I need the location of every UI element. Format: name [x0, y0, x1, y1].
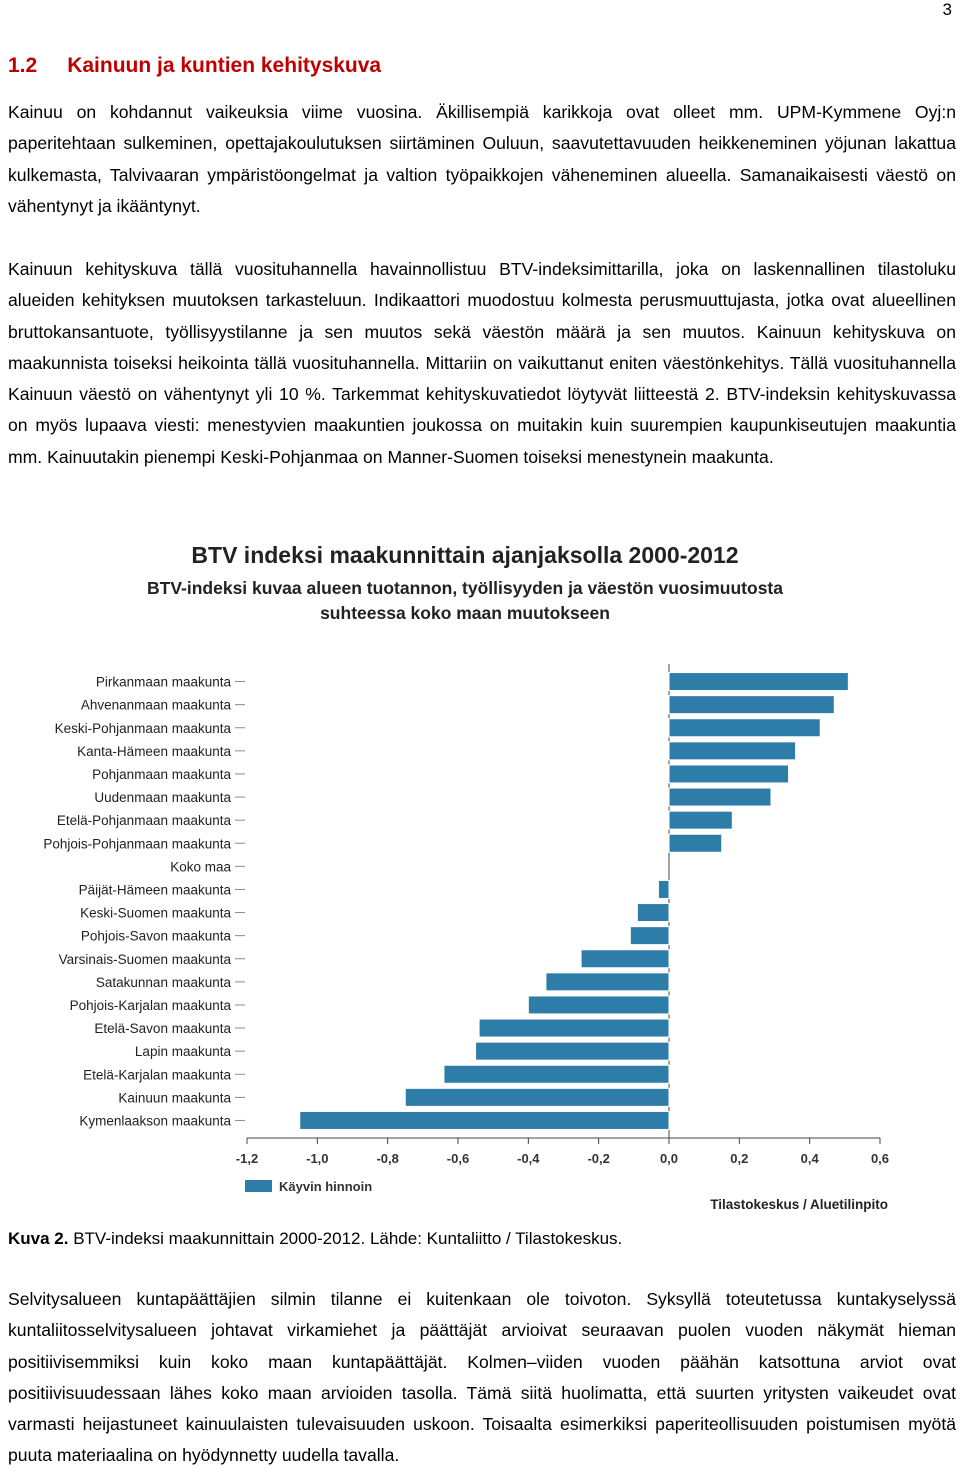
category-label: Pirkanmaan maakunta [95, 674, 231, 690]
x-tick-label: -0,6 [446, 1151, 470, 1166]
category-label: Lapin maakunta [134, 1044, 231, 1060]
category-label: Pohjois-Pohjanmaan maakunta [43, 836, 231, 852]
data-bar [637, 904, 669, 922]
category-label: Pohjois-Karjalan maakunta [69, 997, 231, 1013]
category-label: Päijät-Hämeen maakunta [78, 882, 231, 898]
category-label: Uudenmaan maakunta [94, 790, 231, 806]
x-tick-label: 0,0 [659, 1151, 679, 1166]
data-bar [669, 811, 732, 829]
category-label: Ahvenanmaan maakunta [80, 697, 231, 713]
category-label: Koko maa [170, 859, 231, 875]
caption-text: BTV-indeksi maakunnittain 2000-2012. Lähde: Kuntaliitto / Tilastokeskus. [68, 1229, 623, 1248]
chart-title: BTV indeksi maakunnittain ajanjaksolla 2000-2012 [191, 542, 739, 568]
caption-label: Kuva 2. [8, 1229, 69, 1248]
data-bar [669, 765, 789, 783]
category-label: Pohjanmaan maakunta [92, 766, 231, 782]
legend-swatch [245, 1180, 272, 1192]
chart-subtitle-line: BTV-indeksi kuvaa alueen tuotannon, työllisyyden ja väestön vuosimuutosta [147, 578, 783, 598]
data-bar [669, 788, 771, 806]
category-label: Etelä-Savon maakunta [94, 1021, 231, 1037]
legend-label: Käyvin hinnoin [279, 1179, 373, 1194]
paragraph-intro: Kainuu on kohdannut vaikeuksia viime vuosina. Äkillisempiä karikkoja ovat olleet mm. UPM-Kymmene Oyj:n paperitehtaan sulkeminen, opettajakoulutuksen siirtäminen Ouluun, saavutettavuuden heikkeneminen yöjunan lakattua kulkemasta, Talvivaaran ympäristöongelmat ja valtion työpaikkojen väheneminen alueella. Samanaikaisesti väestö on vähentynyt ja ikääntynyt. [8, 102, 956, 216]
data-bar [405, 1088, 669, 1106]
category-label: Keski-Pohjanmaan maakunta [54, 720, 231, 736]
category-label: Etelä-Karjalan maakunta [83, 1067, 231, 1083]
data-bar [546, 973, 669, 991]
x-tick-label: 0,4 [800, 1151, 819, 1166]
chart-subtitle-line: suhteessa koko maan muutokseen [320, 603, 610, 623]
category-label: Pohjois-Savon maakunta [80, 928, 231, 944]
category-label: Varsinais-Suomen maakunta [58, 951, 231, 967]
x-tick-label: 0,6 [870, 1151, 890, 1166]
page-number: 3 [942, 0, 952, 19]
x-tick-label: 0,2 [730, 1151, 749, 1166]
x-tick-label: -0,2 [587, 1151, 610, 1166]
category-label: Kainuun maakunta [118, 1090, 231, 1106]
x-tick-label: -1,2 [235, 1151, 259, 1166]
section-heading [8, 54, 381, 78]
section-number: 1.2 [8, 54, 38, 77]
data-bar [300, 1111, 669, 1129]
category-label: Kymenlaakson maakunta [79, 1113, 231, 1129]
category-label: Kanta-Hämeen maakunta [77, 743, 231, 759]
figure-caption [8, 1229, 622, 1249]
category-label: Etelä-Pohjanmaan maakunta [56, 813, 231, 829]
data-bar [630, 927, 669, 945]
x-tick-label: -1,0 [306, 1151, 329, 1166]
paragraph-btv: Kainuun kehityskuva tällä vuosituhannella havainnollistuu BTV-indeksimittarilla, joka on laskennallinen tilastoluku alueiden kehityksen muutoksen tarkasteluun. Indikaattori muodostuu kolmesta perusmuuttujasta, jotka ovat alueellinen bruttokansantuote, työllisyystilanne ja sen muutos sekä väestön määrä ja sen muutos. Kainuun kehityskuva on maakunnista toiseksi heikointa tällä vuosituhannella. Mittariin on vaikuttanut eniten väestönkehitys. Tällä vuosituhannella Kainuun väestö on vähentynyt yli 10 %. Tarkemmat kehityskuvatiedot löytyvät liitteestä 2. BTV-indeksin kehityskuvassa on myös lupaava viesti: menestyvien maakuntien joukossa on muitakin kuin suurempien kaupunkiseutujen maakuntia mm. Kainuutakin pienempi Keski-Pohjanmaa on Manner-Suomen toiseksi menestynein maakunta. [8, 259, 956, 467]
category-label: Satakunnan maakunta [95, 974, 231, 990]
x-tick-label: -0,8 [376, 1151, 399, 1166]
section-title: Kainuun ja kuntien kehityskuva [67, 54, 382, 77]
chart-source: Tilastokeskus / Aluetilinpito [710, 1197, 888, 1212]
data-bar [444, 1065, 669, 1083]
data-bar [669, 696, 834, 714]
data-bar [658, 880, 669, 898]
data-bar [669, 834, 722, 852]
data-bar [476, 1042, 669, 1060]
data-bar [528, 996, 669, 1014]
data-bar [669, 673, 848, 691]
x-tick-label: -0,4 [517, 1151, 540, 1166]
data-bar [669, 719, 820, 737]
data-bar [581, 950, 669, 968]
category-label: Keski-Suomen maakunta [80, 905, 231, 921]
paragraph-outlook: Selvitysalueen kuntapäättäjien silmin tilanne ei kuitenkaan ole toivoton. Syksyllä toteutetussa kuntakyselyssä kuntaliitosselvitysalueen johtavat virkamiehet ja päättäjät arvioivat seuraavan puolen vuoden näkymät hieman positiivisemmiksi kuin koko maan kuntapäättäjät. Kolmen–viiden vuoden päähän katsottuna arviot ovat positiivisuudessaan lähes koko maan arvioiden tasolla. Tämä siitä huolimatta, että suurten yritysten vaikeudet ovat varmasti heijastuneet kainuulaisten tulevaisuuden uskoon. Toisaalta esimerkiksi paperiteollisuuden poistumisen myötä puuta materiaalina on hyödynnetty uudella tavalla. [8, 1289, 956, 1466]
btv-bar-chart [30, 530, 900, 1220]
data-bar [479, 1019, 669, 1037]
data-bar [669, 742, 796, 760]
